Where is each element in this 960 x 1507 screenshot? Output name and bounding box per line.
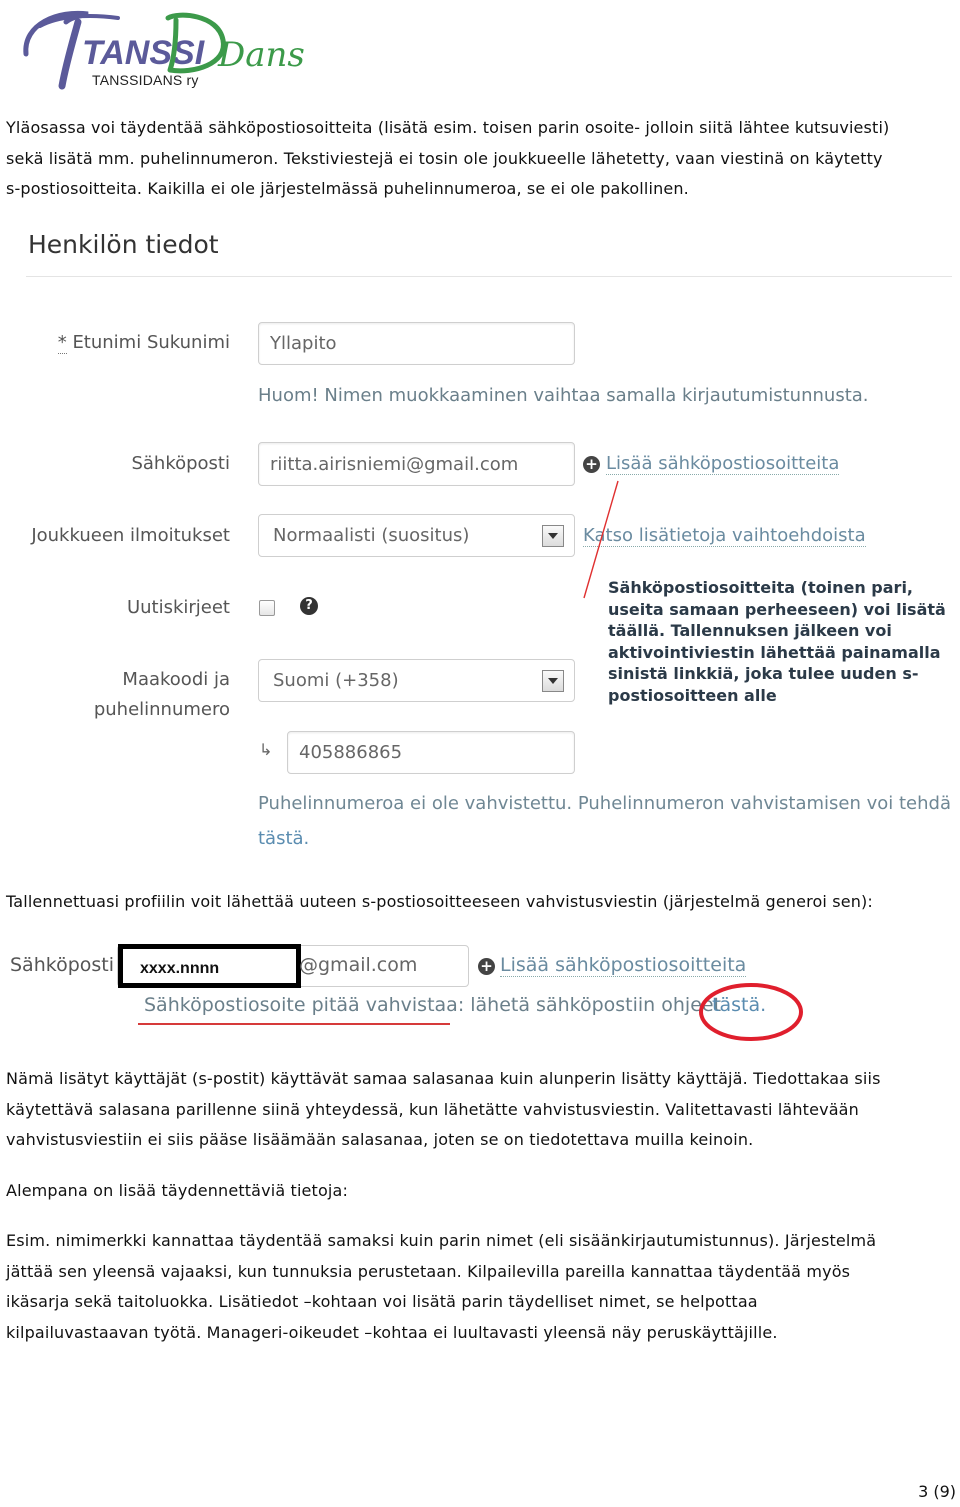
masked-email-box: xxxx.nnnn <box>118 944 301 988</box>
intro-line: sekä lisätä mm. puhelinnumeron. Tekstiviestejä ei tosin ole joukkueelle lähetetty, vaan viestinä on käytetty <box>6 148 883 168</box>
name-label <box>10 332 230 353</box>
email-label: Sähköposti <box>131 453 230 474</box>
chevron-down-icon[interactable] <box>542 670 564 692</box>
send-verification-link[interactable]: tästä. <box>712 994 767 1016</box>
phone-verify-link[interactable]: tästä. <box>258 828 310 849</box>
annotation-line: aktivointiviestin lähettää painamalla <box>608 642 941 662</box>
team-info-link[interactable]: Katso lisätietoja vaihtoehdoista <box>583 525 866 546</box>
annotation-note <box>608 577 948 707</box>
team-notifications-label: Joukkueen ilmoitukset <box>31 525 230 546</box>
name-change-hint: Huom! Nimen muokkaaminen vaihtaa samalla kirjautumistunnusta. <box>258 385 869 406</box>
country-code-value: Suomi (+358) <box>273 670 399 691</box>
plus-circle-icon: + <box>478 958 495 975</box>
add-email-link[interactable]: Lisää sähköpostiosoitteita <box>606 453 840 474</box>
email-input[interactable]: riitta.airisniemi@gmail.com <box>258 442 575 486</box>
para-line: Nämä lisätyt käyttäjät (s-postit) käyttävät samaa salasanaa kuin alunperin lisätty käyttäjä. Tiedottakaa siis <box>6 1069 881 1088</box>
middle-paragraph <box>6 887 956 918</box>
para-line: Esim. nimimerkki kannattaa täydentää samaksi kuin parin nimet (eli sisäänkirjautumistunnus). Järjestelmä <box>6 1231 877 1250</box>
intro-paragraph <box>6 113 956 205</box>
help-icon[interactable]: ? <box>300 597 318 615</box>
verify-add-email-link[interactable]: Lisää sähköpostiosoitteita <box>500 954 747 976</box>
logo-subtitle: TANSSIDANS ry <box>92 72 199 88</box>
logo-script-text: Dans <box>218 35 305 75</box>
para-line: vahvistusviestiin ei siis pääse lisäämään salasanaa, joten se on tiedotettava muilla keinoin. <box>6 1130 754 1149</box>
team-notifications-value: Normaalisti (suositus) <box>273 525 470 546</box>
logo-main-text: TANSSI <box>82 34 205 72</box>
country-label-line2: puhelinnumero <box>93 699 230 720</box>
middle-line: Tallennettuasi profiilin voit lähettää uuteen s-postiosoitteeseen vahvistusviestin (järjestelmä generoi sen): <box>6 892 873 911</box>
newsletter-label: Uutiskirjeet <box>126 597 230 618</box>
annotation-line: useita samaan perheeseen) voi lisätä <box>608 599 946 619</box>
country-label-line1: Maakoodi ja <box>122 669 230 690</box>
para-line: käytettävä salasana parillenne siinä yhteydessä, kun lähetätte vahvistusviestin. Valitettavasti lähtevään <box>6 1099 859 1119</box>
required-star: * <box>57 332 67 353</box>
form-divider <box>26 276 952 277</box>
team-notifications-select[interactable] <box>258 514 575 557</box>
phone-input[interactable]: 405886865 <box>287 731 575 774</box>
page-number: 3 (9) <box>918 1482 956 1501</box>
verify-email-label: Sähköposti <box>10 954 115 976</box>
country-code-select[interactable] <box>258 659 575 702</box>
annotation-line: sinistä linkkiä, joka tulee uuden s- <box>608 664 919 684</box>
intro-line: Yläosassa voi täydentää sähköpostiosoitteita (lisätä esim. toisen parin osoite- jolloin siitä lähtee kutsuviesti) <box>6 118 890 137</box>
verify-required-message: Sähköpostiosoite pitää vahvistaa: lähetä sähköpostiin ohjeet <box>144 994 722 1016</box>
chevron-down-icon[interactable] <box>542 525 564 547</box>
annotation-line: täällä. Tallennuksen jälkeen voi <box>608 621 892 641</box>
annotation-line: postiosoitteen alle <box>608 685 777 705</box>
name-label-text: Etunimi Sukunimi <box>72 332 230 353</box>
red-circle-highlight <box>696 980 808 1044</box>
intro-line: s-postiosoitteita. Kaikilla ei ole järjestelmässä puhelinnumeroa, se ei ole pakollinen. <box>6 179 689 198</box>
annotation-line: Sähköpostiosoitteita (toinen pari, <box>608 578 913 597</box>
example-paragraph <box>6 1226 956 1348</box>
newsletter-checkbox[interactable] <box>259 600 275 616</box>
sub-arrow-icon: ↳ <box>259 740 273 759</box>
para-line: jättää sen yleensä vajaaksi, kun tunnuksia perustetaan. Kilpailevilla pareilla kannattaa täydentää myös <box>6 1261 851 1281</box>
password-paragraph <box>6 1064 956 1156</box>
red-underline <box>138 1023 450 1025</box>
email-domain: @gmail.com <box>299 954 418 976</box>
phone-unverified-text: Puhelinnumeroa ei ole vahvistettu. Puhelinnumeron vahvistamisen voi tehdä <box>258 793 951 814</box>
more-info-paragraph <box>6 1176 956 1207</box>
name-input[interactable]: Yllapito <box>258 322 575 365</box>
para-line: kilpailuvastaavan työtä. Manageri-oikeudet –kohtaa ei luultavasti yleensä näy peruskäyttäjille. <box>6 1322 778 1342</box>
para-line: ikäsarja sekä taitoluokka. Lisätiedot –kohtaan voi lisätä parin täydelliset nimet, se helpottaa <box>6 1292 758 1311</box>
form-title: Henkilön tiedot <box>28 230 219 259</box>
plus-circle-icon: + <box>583 456 600 473</box>
para-line: Alempana on lisää täydennettäviä tietoja: <box>6 1181 348 1200</box>
